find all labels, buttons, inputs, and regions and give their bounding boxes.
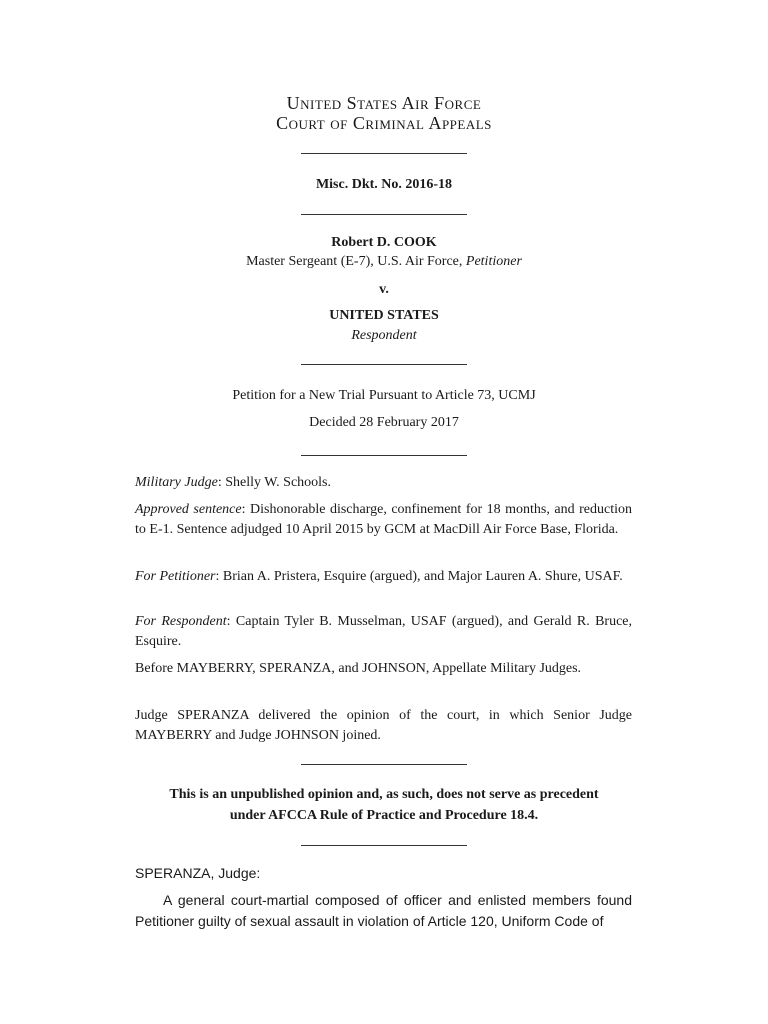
decision-date: Decided 28 February 2017 xyxy=(309,415,459,430)
court-name-line2: Court of Criminal Appeals xyxy=(276,113,492,133)
divider xyxy=(301,214,467,215)
respondent-name: UNITED STATES xyxy=(329,308,439,323)
divider xyxy=(301,455,467,456)
petitioner-name: Robert D. COOK xyxy=(331,235,437,250)
petition-title: Petition for a New Trial Pursuant to Article 73, UCMJ xyxy=(232,388,536,403)
opinion-author-note: Judge SPERANZA delivered the opinion of the court, in which Senior Judge MAYBERRY and Judge JOHNSON joined. xyxy=(135,708,632,743)
petitioner-counsel: For Petitioner: Brian A. Pristera, Esquire (argued), and Major Lauren A. Shure, USAF. xyxy=(135,569,623,584)
divider xyxy=(301,153,467,154)
divider xyxy=(301,764,467,765)
opinion-author-line: SPERANZA, Judge: xyxy=(135,865,261,881)
military-judge: Military Judge: Shelly W. Schools. xyxy=(135,475,331,490)
panel-judges: Before MAYBERRY, SPERANZA, and JOHNSON, Appellate Military Judges. xyxy=(135,661,582,676)
respondent-counsel: For Respondent: Captain Tyler B. Musselman, USAF (argued), and Gerald R. Bruce, Esquire. xyxy=(135,614,633,649)
approved-sentence: Approved sentence: Dishonorable discharge, confinement for 18 months, and reduction to E-1. Sentence adjudged 10 April 2015 by GCM at MacDill Air Force Base, Florida. xyxy=(135,502,632,537)
petitioner-description: Master Sergeant (E-7), U.S. Air Force, Petitioner xyxy=(246,254,522,269)
respondent-role: Respondent xyxy=(351,328,417,343)
divider xyxy=(301,845,467,846)
docket-number: Misc. Dkt. No. 2016-18 xyxy=(315,177,453,192)
opinion-paragraph: A general court-martial composed of officer and enlisted members found Petitioner guilty of sexual assault in violation of Article 120, Uniform Code of xyxy=(135,892,632,929)
divider xyxy=(301,364,467,365)
versus: v. xyxy=(379,282,389,297)
court-name-line1: United States Air Force xyxy=(286,93,482,113)
petitioner-role: Petitioner xyxy=(465,254,522,269)
unpublished-notice: This is an unpublished opinion and, as such, does not serve as precedent under AFCCA Rule of Practice and Procedure 18.4. xyxy=(169,787,599,823)
